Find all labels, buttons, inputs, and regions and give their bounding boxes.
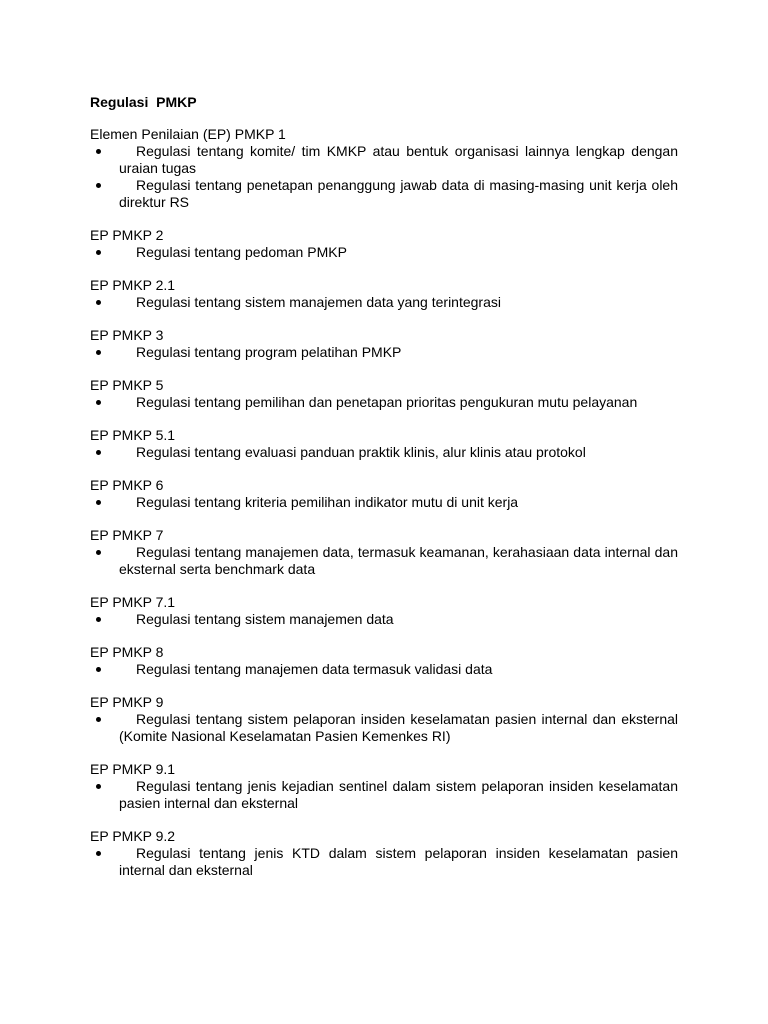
section-heading: EP PMKP 9.1: [90, 761, 176, 777]
section: [90, 126, 678, 211]
section-list: [90, 126, 678, 879]
bullet-icon: [96, 400, 101, 405]
bullet-list: [90, 344, 678, 361]
list-item: [90, 845, 678, 879]
section-heading: EP PMKP 7.1: [90, 594, 176, 610]
bullet-icon: [96, 617, 101, 622]
section: [90, 527, 678, 578]
section-heading: EP PMKP 7: [90, 527, 164, 543]
bullet-icon: [96, 350, 101, 355]
bullet-icon: [96, 784, 101, 789]
section: [90, 761, 678, 812]
bullet-list: [90, 444, 678, 461]
list-item: [90, 444, 678, 461]
list-item-text: Regulasi tentang evaluasi panduan praktik klinis, alur klinis atau protokol: [136, 444, 586, 460]
section-heading: EP PMKP 5: [90, 377, 164, 393]
list-item: [90, 661, 678, 678]
bullet-list: [90, 143, 678, 211]
list-item: [90, 778, 678, 812]
bullet-list: [90, 244, 678, 261]
list-item-text: Regulasi tentang jenis KTD dalam sistem pelaporan insiden keselamatan pasien internal dan eksternal: [119, 845, 678, 878]
list-item-text: Regulasi tentang sistem pelaporan insiden keselamatan pasien internal dan eksternal (Komite Nasional Keselamatan Pasien Kemenkes RI): [119, 711, 678, 744]
bullet-icon: [96, 300, 101, 305]
document-page: [90, 94, 678, 895]
bullet-icon: [96, 250, 101, 255]
bullet-icon: [96, 851, 101, 856]
bullet-list: [90, 494, 678, 511]
list-item-text: Regulasi tentang sistem manajemen data yang terintegrasi: [136, 294, 501, 310]
bullet-icon: [96, 667, 101, 672]
bullet-list: [90, 611, 678, 628]
list-item: [90, 244, 678, 261]
bullet-icon: [96, 450, 101, 455]
section: [90, 477, 678, 511]
section-heading: EP PMKP 5.1: [90, 427, 176, 443]
section: [90, 828, 678, 879]
list-item: [90, 611, 678, 628]
section: [90, 327, 678, 361]
list-item: [90, 177, 678, 211]
section: [90, 377, 678, 411]
list-item-text: Regulasi tentang program pelatihan PMKP: [136, 344, 402, 360]
section-heading: EP PMKP 6: [90, 477, 164, 493]
list-item: [90, 394, 678, 411]
section: [90, 694, 678, 745]
bullet-list: [90, 394, 678, 411]
list-item: [90, 544, 678, 578]
list-item: [90, 711, 678, 745]
section-heading: EP PMKP 2: [90, 227, 164, 243]
list-item-text: Regulasi tentang jenis kejadian sentinel dalam sistem pelaporan insiden keselamatan pasien internal dan eksternal: [119, 778, 678, 811]
section: [90, 594, 678, 628]
list-item: [90, 143, 678, 177]
bullet-icon: [96, 183, 101, 188]
bullet-icon: [96, 149, 101, 154]
list-item-text: Regulasi tentang kriteria pemilihan indikator mutu di unit kerja: [136, 494, 519, 510]
list-item-text: Regulasi tentang komite/ tim KMKP atau bentuk organisasi lainnya lengkap dengan uraian tugas: [119, 143, 678, 176]
bullet-list: [90, 661, 678, 678]
list-item-text: Regulasi tentang manajemen data, termasuk keamanan, kerahasiaan data internal dan eksternal serta benchmark data: [119, 544, 678, 577]
bullet-list: [90, 845, 678, 879]
list-item-text: Regulasi tentang pemilihan dan penetapan prioritas pengukuran mutu pelayanan: [136, 394, 638, 410]
bullet-list: [90, 294, 678, 311]
section-heading: EP PMKP 9: [90, 694, 164, 710]
bullet-list: [90, 544, 678, 578]
list-item-text: Regulasi tentang penetapan penanggung jawab data di masing-masing unit kerja oleh direktur RS: [119, 177, 678, 210]
document-title: Regulasi PMKP: [90, 94, 197, 110]
list-item-text: Regulasi tentang pedoman PMKP: [136, 244, 347, 260]
bullet-list: [90, 778, 678, 812]
list-item: [90, 344, 678, 361]
bullet-list: [90, 711, 678, 745]
list-item: [90, 294, 678, 311]
section-heading: EP PMKP 2.1: [90, 277, 176, 293]
section: [90, 277, 678, 311]
section: [90, 644, 678, 678]
list-item-text: Regulasi tentang sistem manajemen data: [136, 611, 394, 627]
section-heading: EP PMKP 3: [90, 327, 164, 343]
section: [90, 227, 678, 261]
list-item-text: Regulasi tentang manajemen data termasuk validasi data: [136, 661, 493, 677]
list-item: [90, 494, 678, 511]
section: [90, 427, 678, 461]
bullet-icon: [96, 550, 101, 555]
section-heading: Elemen Penilaian (EP) PMKP 1: [90, 126, 286, 142]
bullet-icon: [96, 717, 101, 722]
section-heading: EP PMKP 8: [90, 644, 164, 660]
bullet-icon: [96, 500, 101, 505]
section-heading: EP PMKP 9.2: [90, 828, 176, 844]
